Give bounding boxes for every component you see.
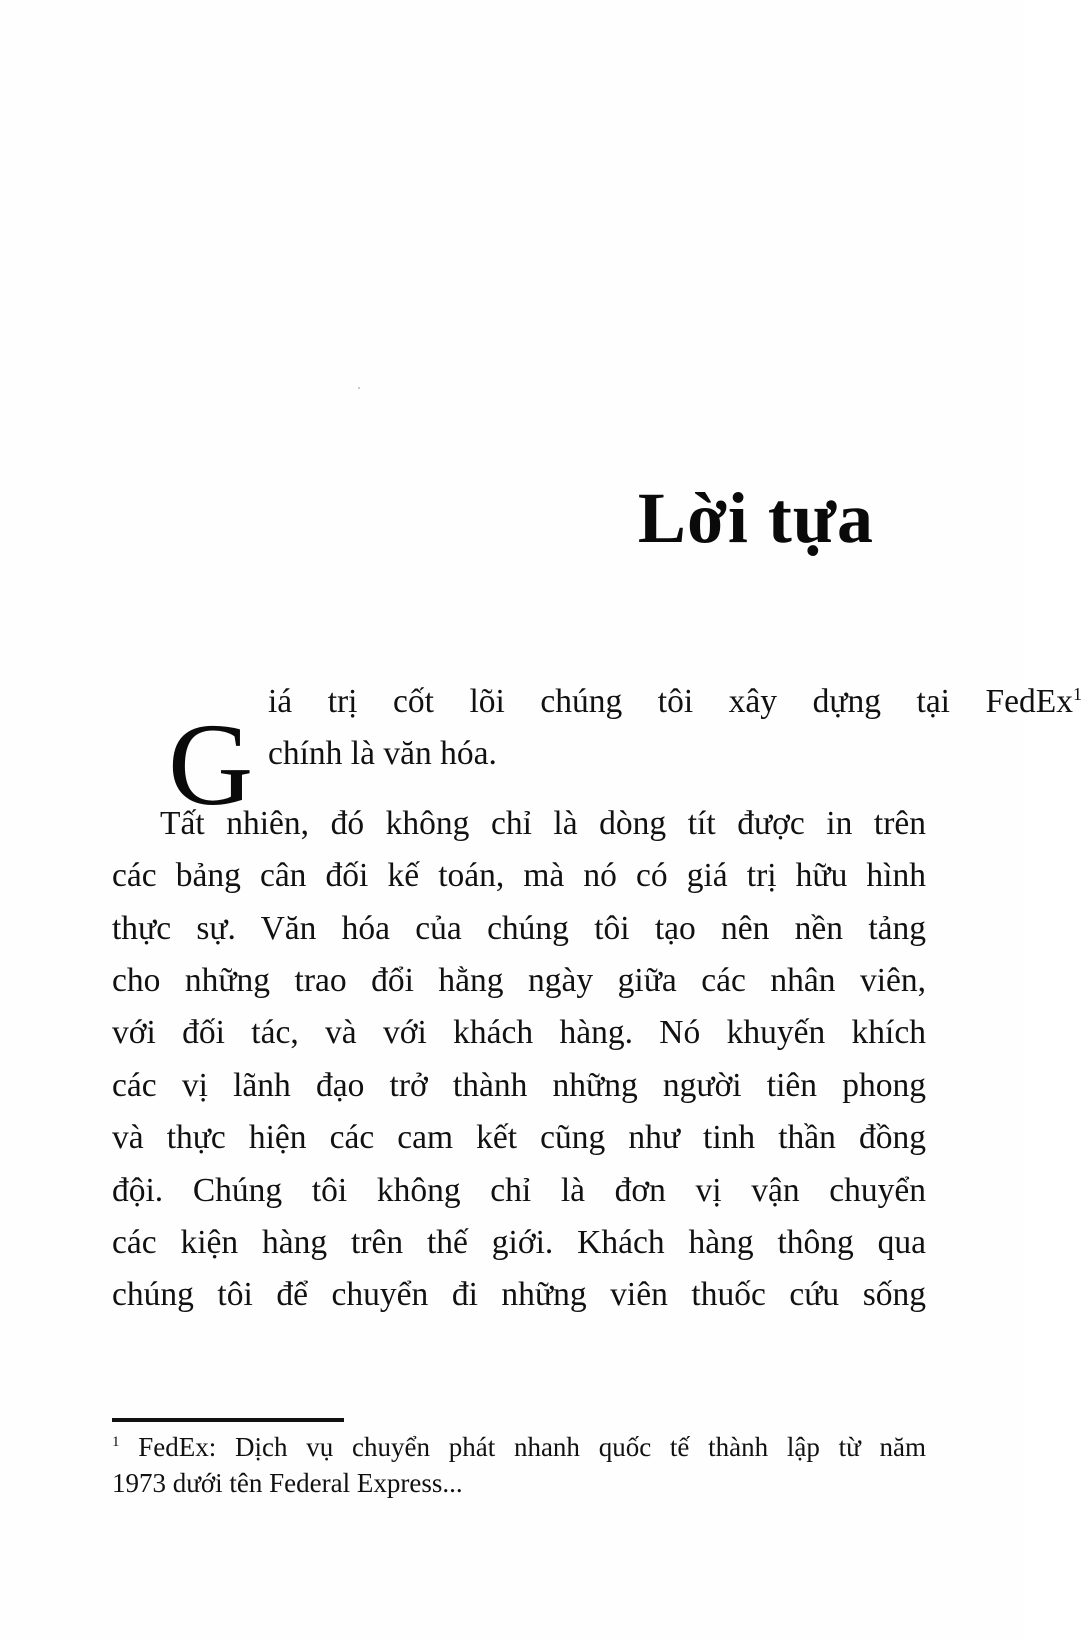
footnote-reference[interactable]: 1	[1073, 683, 1082, 704]
opening-line-1-text: iá trị cốt lõi chúng tôi xây dựng tại FedEx	[268, 683, 1073, 720]
paragraph-line: cho những trao đổi hằng ngày giữa các nhân viên,	[112, 962, 926, 999]
chapter-title: Lời tựa	[637, 478, 874, 558]
footnote-line-1-text: FedEx: Dịch vụ chuyển phát nhanh quốc tế thành lập từ năm	[138, 1432, 927, 1462]
footnote-line-2: 1973 dưới tên Federal Express...	[112, 1468, 463, 1498]
paragraph-line: các bảng cân đối kế toán, mà nó có giá trị hữu hình	[112, 857, 926, 894]
footnote-line-1	[112, 1432, 926, 1463]
paragraph-line: thực sự. Văn hóa của chúng tôi tạo nên nền tảng	[112, 910, 926, 947]
paragraph-line: đội. Chúng tôi không chỉ là đơn vị vận chuyển	[112, 1172, 926, 1209]
drop-cap-letter: G	[168, 699, 254, 830]
opening-line-2: chính là văn hóa.	[268, 735, 497, 772]
footnote-separator	[112, 1418, 344, 1422]
opening-line-1	[268, 683, 1082, 721]
paragraph-line: Tất nhiên, đó không chỉ là dòng tít được in trên	[160, 805, 926, 842]
paragraph-line: chúng tôi để chuyển đi những viên thuốc cứu sống	[112, 1276, 926, 1313]
paragraph-line: các kiện hàng trên thế giới. Khách hàng thông qua	[112, 1224, 926, 1261]
paragraph-line: với đối tác, và với khách hàng. Nó khuyến khích	[112, 1014, 926, 1051]
paragraph-line: và thực hiện các cam kết cũng như tinh thần đồng	[112, 1119, 926, 1156]
footnote-marker: 1	[112, 1434, 120, 1450]
scan-speck	[358, 387, 360, 389]
paragraph-line: các vị lãnh đạo trở thành những người tiên phong	[112, 1067, 926, 1104]
